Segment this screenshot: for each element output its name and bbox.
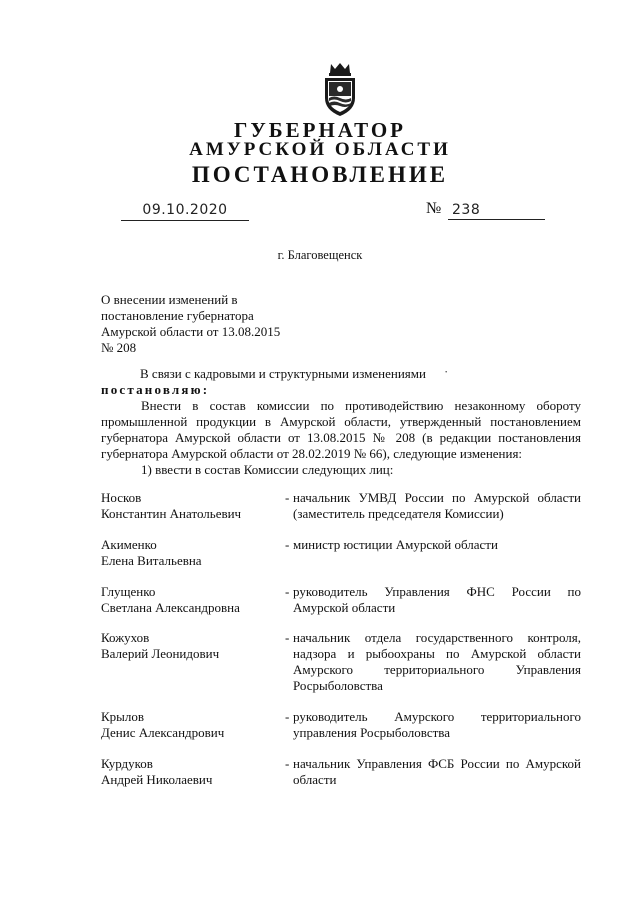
member-given-name: Андрей Николаевич: [101, 772, 213, 787]
member-name: [101, 709, 281, 741]
document-type-title: ПОСТАНОВЛЕНИЕ: [191, 162, 449, 187]
member-given-name: Денис Александрович: [101, 725, 225, 740]
member-dash: -: [285, 709, 290, 724]
member-given-name: Светлана Александровна: [101, 600, 240, 615]
member-name: [101, 756, 281, 788]
header-governor: ГУБЕРНАТОР: [233, 118, 407, 142]
header-region: АМУРСКОЙ ОБЛАСТИ: [189, 139, 451, 160]
member-surname: Кожухов: [101, 630, 150, 645]
stray-mark: ·: [444, 364, 449, 379]
member-surname: Курдуков: [101, 756, 153, 771]
decree-subject: [101, 292, 280, 356]
member-dash: -: [285, 584, 290, 599]
subject-line: Амурской области от 13.08.2015: [101, 324, 281, 339]
list-item-1: 1) ввести в состав Комиссии следующих лиц:: [141, 462, 394, 477]
member-surname: Акименко: [101, 537, 157, 552]
subject-line: постановление губернатора: [101, 308, 254, 323]
decree-date: 09.10.2020: [121, 202, 249, 221]
member-role: начальник Управления ФСБ России по Амурской области: [293, 756, 581, 787]
number-sign: №: [426, 200, 442, 217]
intro-text: В связи с кадровыми и структурными изменениями: [140, 366, 426, 381]
member-surname: Носков: [101, 490, 142, 505]
subject-line: № 208: [101, 340, 137, 355]
member-surname: Глущенко: [101, 584, 156, 599]
member-dash: -: [285, 630, 290, 645]
member-surname: Крылов: [101, 709, 145, 724]
coat-of-arms-icon: [319, 60, 361, 120]
member-dash: -: [285, 537, 290, 552]
member-given-name: Валерий Леонидович: [101, 646, 220, 661]
body-paragraph: Внести в состав комиссии по противодействию незаконному обороту промышленной продукции в Амурской области, утвержденный постановлением губернатора Амурской области от 13.08.2015 № 208 (в редакции постановления губернатора Амурской области от 28.02.2019 № 66), следующие изменения:: [101, 398, 581, 461]
member-role: руководитель Амурского территориального управления Росрыболовства: [293, 709, 581, 740]
member-dash: -: [285, 756, 290, 771]
member-role: министр юстиции Амурской области: [293, 537, 498, 552]
member-role: руководитель Управления ФНС России по Амурской области: [293, 584, 581, 615]
member-role: начальник УМВД России по Амурской области (заместитель председателя Комиссии): [293, 490, 581, 521]
member-given-name: Константин Анатольевич: [101, 506, 242, 521]
member-dash: -: [285, 490, 290, 505]
member-name: [101, 537, 281, 569]
member-role: начальник отдела государственного контроля, надзора и рыбоохраны по Амурской области Амурского территориального Управления Росрыболовства: [293, 630, 581, 693]
member-name: [101, 490, 281, 522]
resolves-heading: постановляю:: [101, 382, 210, 397]
subject-line: О внесении изменений в: [101, 292, 238, 307]
member-name: [101, 630, 281, 662]
member-given-name: Елена Витальевна: [101, 553, 202, 568]
decree-number: 238: [448, 202, 545, 220]
member-name: [101, 584, 281, 616]
city-name: г. Благовещенск: [277, 248, 363, 262]
